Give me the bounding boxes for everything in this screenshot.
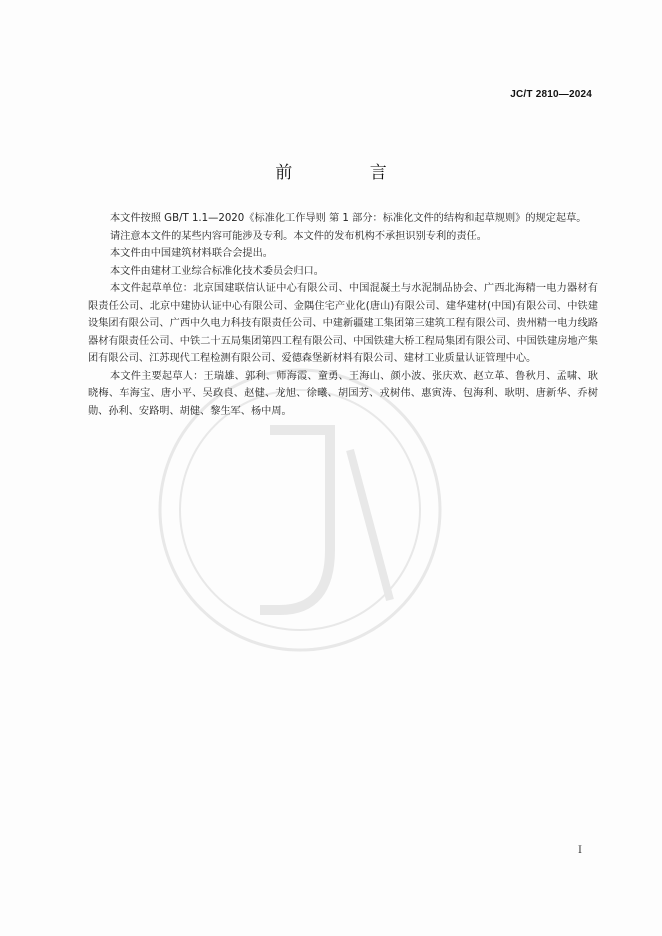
foreword-body	[88, 210, 598, 420]
page-number: I	[578, 845, 582, 856]
paragraph-proposer: 本文件由中国建筑材料联合会提出。	[110, 248, 273, 259]
paragraph-drafters: 本文件主要起草人：王瑞雄、郭利、师海霞、童勇、王海山、颜小波、张庆欢、赵立革、鲁秋月、孟啸、耿晓梅、车海宝、唐小平、吴政良、赵健、龙旭、徐曦、胡国芳、戎树伟、惠寅涛、包海利、耿明、唐新华、乔树勋、孙利、安路明、胡健、黎生军、杨中周。	[88, 370, 598, 417]
section-title: 前 言	[275, 163, 423, 183]
paragraph-drafting-rules: 本文件按照 GB/T 1.1—2020《标准化工作导则 第 1 部分：标准化文件的结构和起草规则》的规定起草。	[110, 213, 587, 224]
paragraph-drafting-units: 本文件起草单位：北京国建联信认证中心有限公司、中国混凝土与水泥制品协会、广西北海精一电力器材有限责任公司、北京中建协认证中心有限公司、金隅住宅产业化(唐山)有限公司、建华建材(中国)有限公司、中铁建设集团有限公司、广西中久电力科技有限责任公司、中建新疆建工集团第三建筑工程有限公司、贵州精一电力线路器材有限责任公司、中铁二十五局集团第四工程有限公司、中国铁建大桥工程局集团有限公司、中国铁建房地产集团有限公司、江苏现代工程检测有限公司、爱德森堡新材料有限公司、建材工业质量认证管理中心。	[88, 283, 598, 364]
paragraph-patent-notice: 请注意本文件的某些内容可能涉及专利。本文件的发布机构不承担识别专利的责任。	[110, 230, 487, 242]
document-code: JC/T 2810—2024	[510, 89, 592, 100]
paragraph-committee: 本文件由建材工业综合标准化技术委员会归口。	[110, 265, 324, 277]
